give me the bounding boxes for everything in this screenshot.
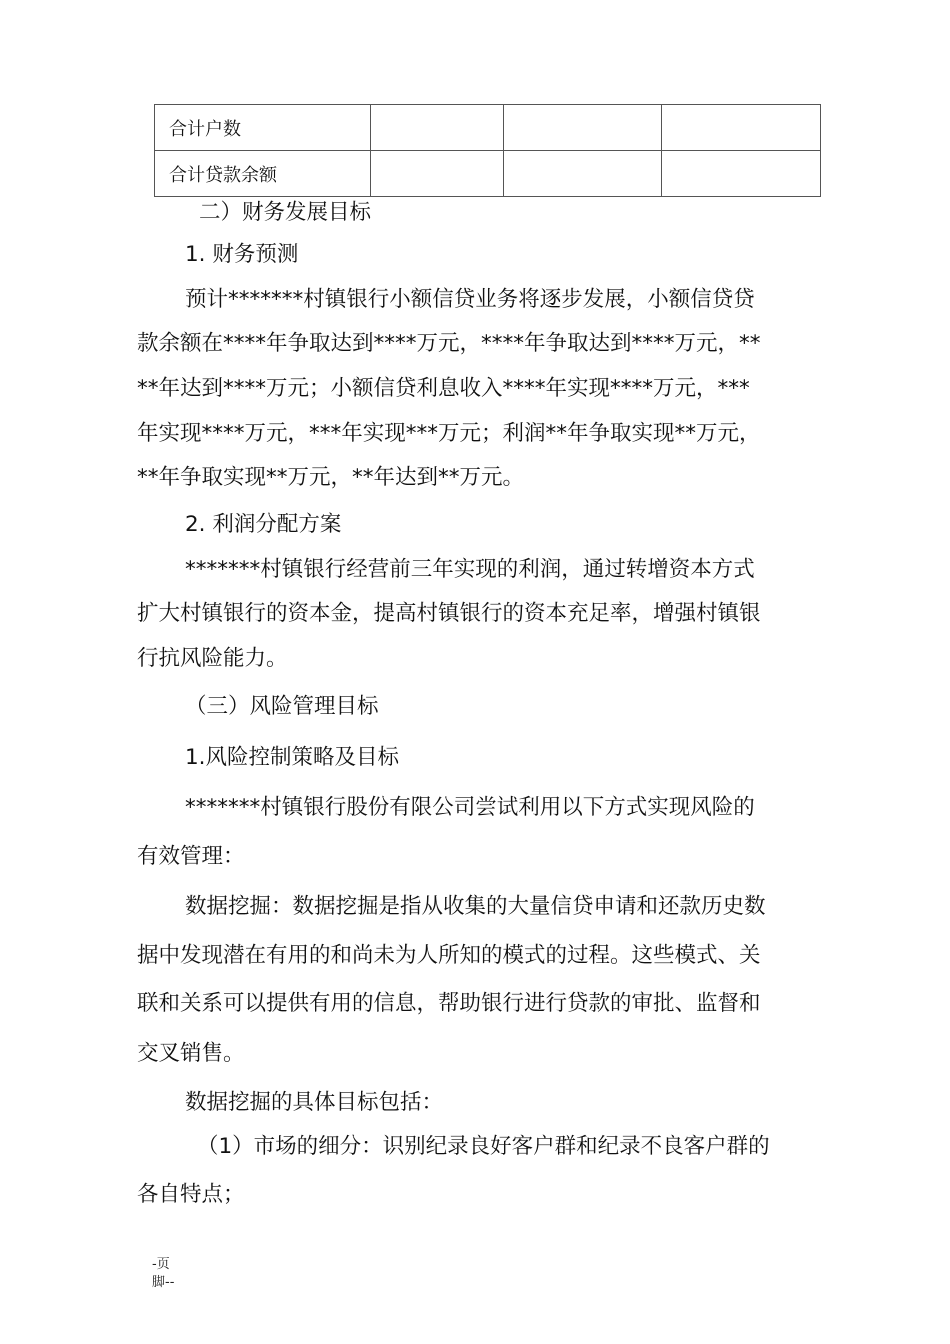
section-heading: 二）财务发展目标 — [199, 200, 372, 225]
table-cell — [662, 105, 821, 151]
table-row — [155, 151, 821, 197]
paragraph-line: *******村镇银行股份有限公司尝试利用以下方式实现风险的 — [185, 795, 755, 820]
table-cell — [504, 105, 662, 151]
table-row-label: 合计户数 — [155, 105, 371, 151]
table-cell — [504, 151, 662, 197]
table-row-label: 合计贷款余额 — [155, 151, 371, 197]
table-row — [155, 105, 821, 151]
paragraph-line: 有效管理： — [137, 844, 245, 869]
paragraph-line: **年争取实现**万元，**年达到**万元。 — [137, 465, 525, 490]
paragraph-line: **年达到****万元；小额信贷利息收入****年实现****万元，*** — [137, 376, 750, 401]
paragraph-line: 预计*******村镇银行小额信贷业务将逐步发展，小额信贷贷 — [185, 287, 755, 312]
table-cell — [371, 151, 504, 197]
subsection-heading: 2. 利润分配方案 — [185, 512, 342, 537]
subsection-heading: 1. 财务预测 — [185, 242, 299, 267]
paragraph-line: 年实现****万元，***年实现***万元；利润**年争取实现**万元， — [137, 421, 761, 446]
subsection-heading: 1.风险控制策略及目标 — [185, 745, 400, 770]
list-item: （1）市场的细分：识别纪录良好客户群和纪录不良客户群的 — [197, 1134, 770, 1159]
paragraph-line: 联和关系可以提供有用的信息，帮助银行进行贷款的审批、监督和 — [137, 991, 761, 1016]
paragraph-line: *******村镇银行经营前三年实现的利润，通过转增资本方式 — [185, 557, 755, 582]
list-item-continuation: 各自特点； — [137, 1182, 245, 1207]
paragraph-line: 扩大村镇银行的资本金，提高村镇银行的资本充足率，增强村镇银 — [137, 601, 761, 626]
section-heading: （三）风险管理目标 — [185, 694, 379, 719]
table-cell — [371, 105, 504, 151]
paragraph-line: 数据挖掘：数据挖掘是指从收集的大量信贷申请和还款历史数 — [185, 894, 766, 919]
paragraph-line: 据中发现潜在有用的和尚未为人所知的模式的过程。这些模式、关 — [137, 943, 761, 968]
table-cell — [662, 151, 821, 197]
paragraph-line: 行抗风险能力。 — [137, 646, 288, 671]
page-footer: -页 — [152, 1257, 170, 1272]
paragraph-line: 数据挖掘的具体目标包括： — [185, 1090, 444, 1115]
page-footer: 脚-- — [152, 1275, 175, 1290]
summary-table — [154, 104, 821, 197]
paragraph-line: 款余额在****年争取达到****万元，****年争取达到****万元，** — [137, 331, 761, 356]
paragraph-line: 交叉销售。 — [137, 1041, 245, 1066]
